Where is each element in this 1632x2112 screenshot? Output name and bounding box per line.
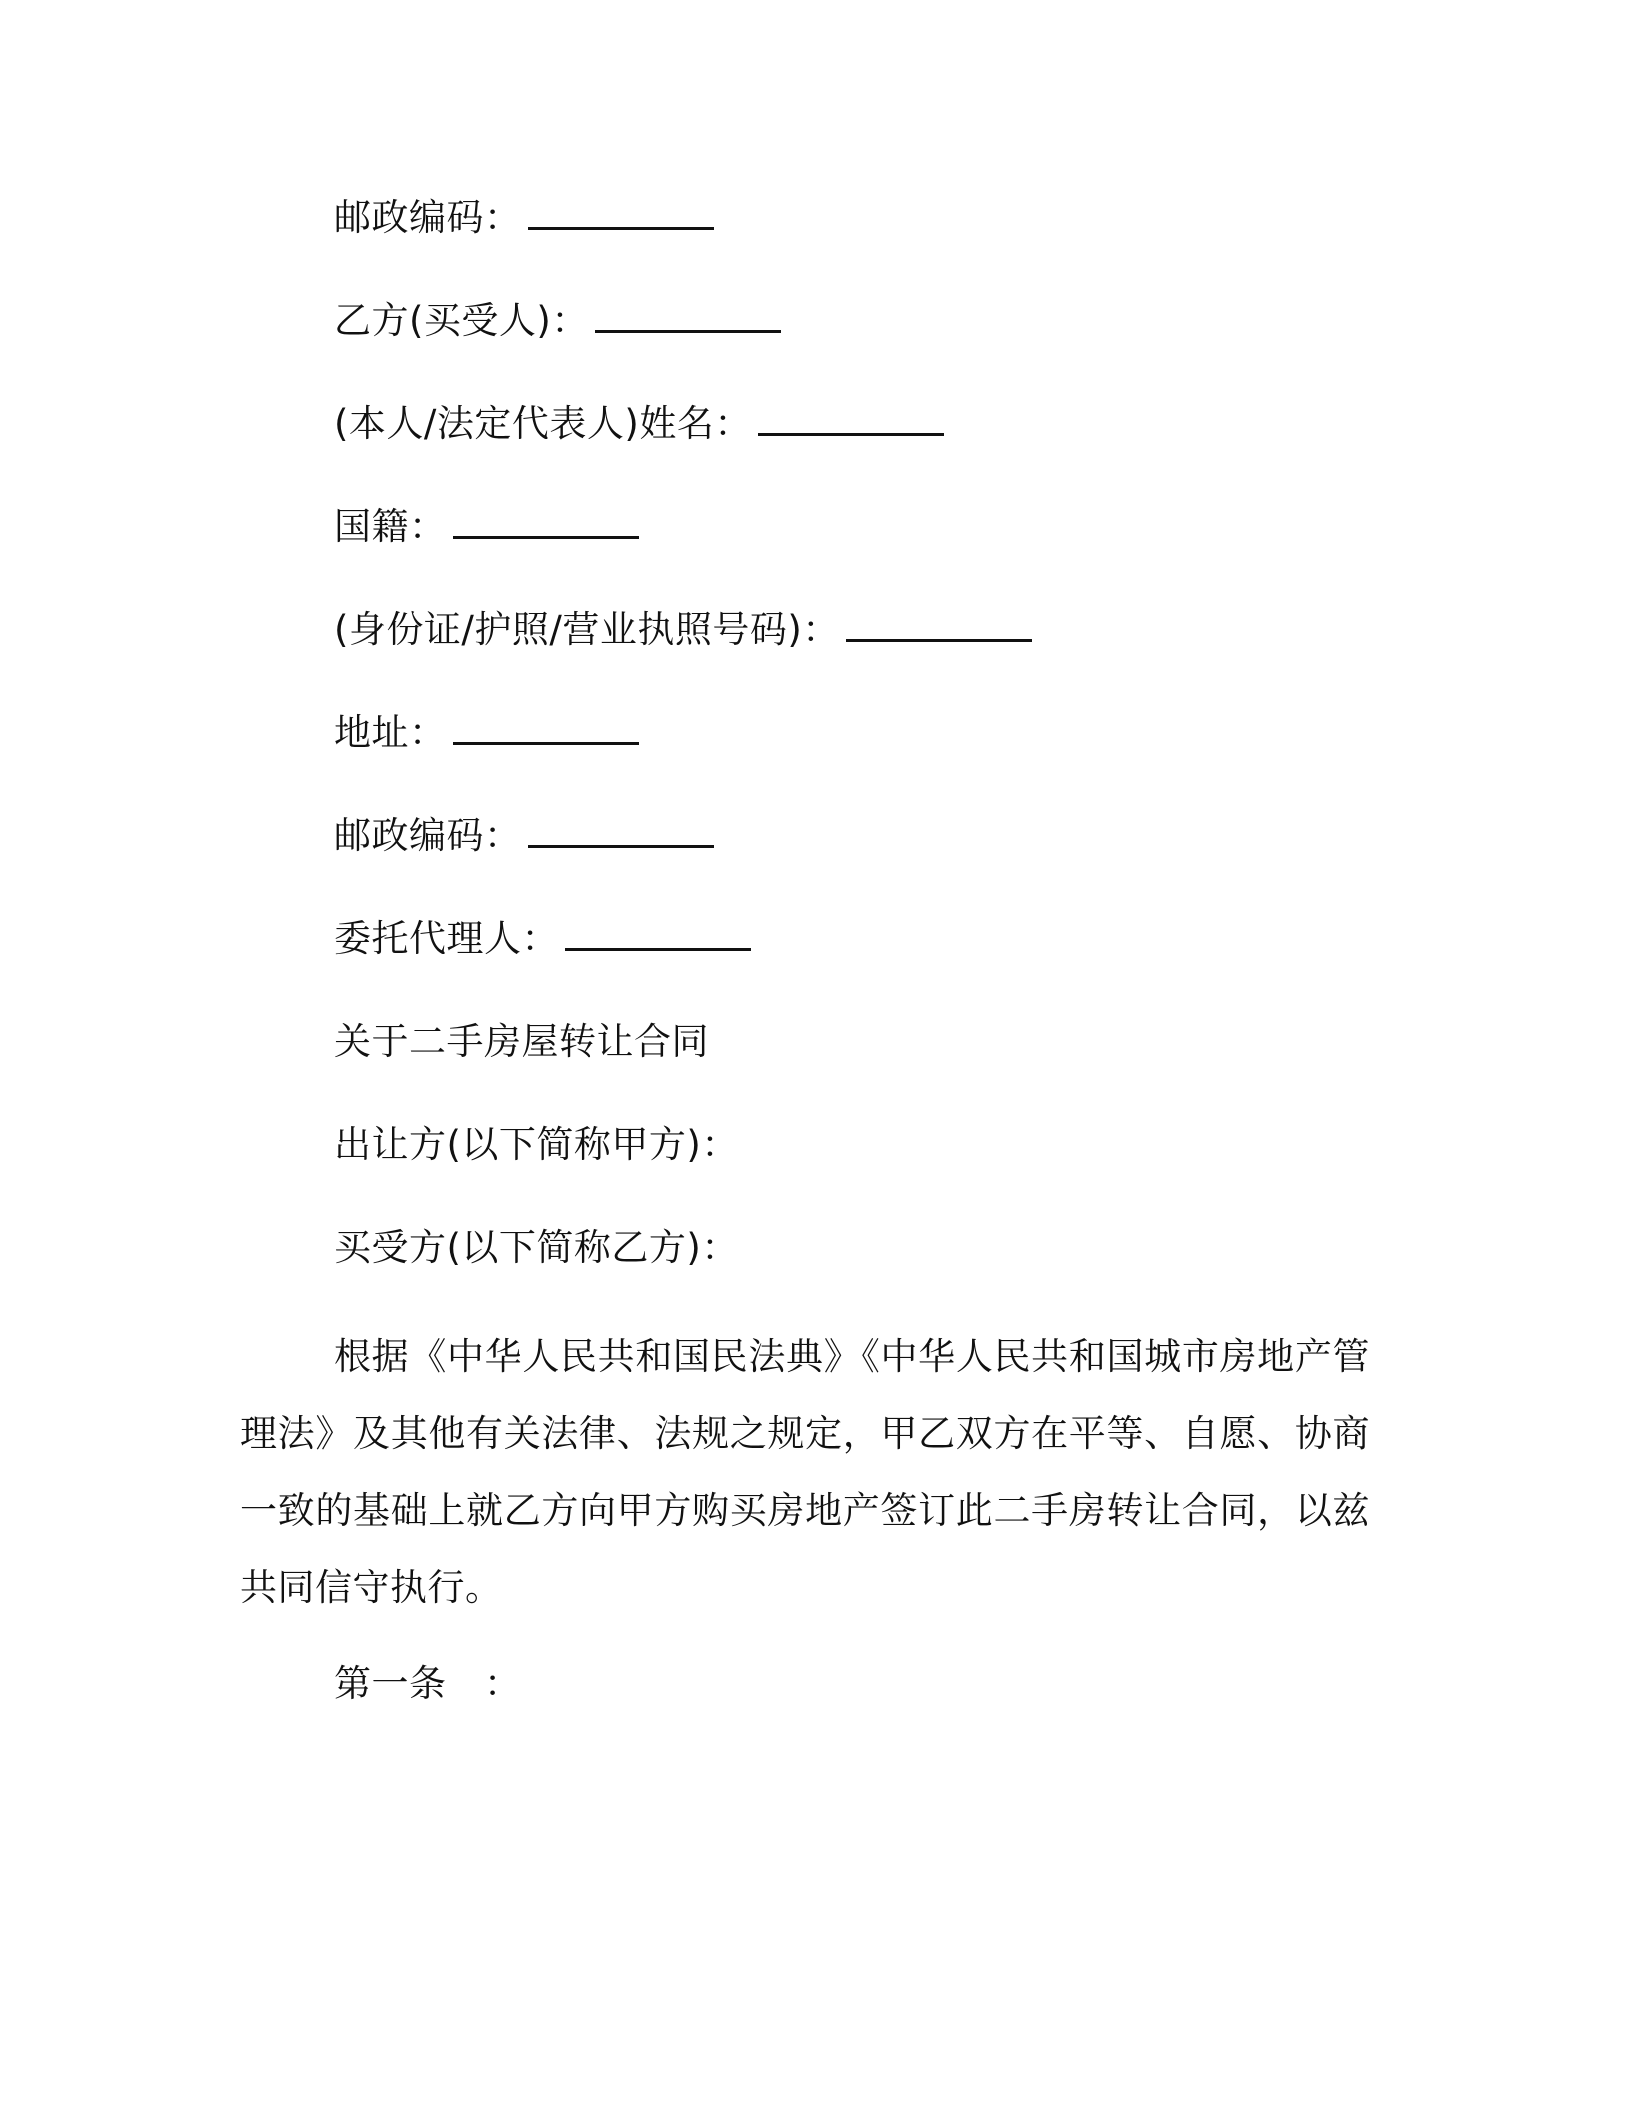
agent-blank: [565, 918, 751, 951]
nationality-label: 国籍：: [334, 505, 447, 548]
nationality-line: [334, 503, 639, 551]
address-blank: [453, 712, 639, 745]
party-b-line: [334, 297, 781, 345]
article-one-label: 第一条 ：: [334, 1662, 522, 1705]
postal-code-blank: [528, 197, 714, 230]
postal-code-label: 邮政编码：: [334, 196, 522, 239]
agent-line: [334, 915, 751, 963]
postal-code-line-1: [334, 194, 714, 242]
article-one-line: [334, 1660, 522, 1708]
address-line: [334, 709, 639, 757]
buyer-label: 买受方(以下简称乙方)：: [334, 1226, 739, 1269]
id-number-line: [334, 606, 1032, 654]
seller-label: 出让方(以下简称甲方)：: [334, 1123, 739, 1166]
agent-label: 委托代理人：: [334, 917, 559, 960]
party-b-blank: [595, 300, 781, 333]
seller-line: [334, 1121, 739, 1169]
preamble-paragraph: 根据《中华人民共和国民法典》《中华人民共和国城市房地产管理法》及其他有关法律、法规之规定，甲乙双方在平等、自愿、协商一致的基础上就乙方向甲方购买房地产签订此二手房转让合同，以兹共同信守执行。: [240, 1335, 1370, 1609]
id-number-blank: [846, 609, 1032, 642]
name-line: [334, 400, 944, 448]
postal-code-label: 邮政编码：: [334, 814, 522, 857]
name-label: (本人/法定代表人)姓名：: [334, 402, 752, 445]
name-blank: [758, 403, 944, 436]
nationality-blank: [453, 506, 639, 539]
postal-code-blank: [528, 815, 714, 848]
party-b-label: 乙方(买受人)：: [334, 299, 589, 342]
id-number-label: (身份证/护照/营业执照号码)：: [334, 608, 840, 651]
address-label: 地址：: [334, 711, 447, 754]
contract-title-line: [334, 1018, 709, 1066]
buyer-line: [334, 1224, 739, 1272]
contract-title: 关于二手房屋转让合同: [334, 1020, 709, 1063]
postal-code-line-2: [334, 812, 714, 860]
